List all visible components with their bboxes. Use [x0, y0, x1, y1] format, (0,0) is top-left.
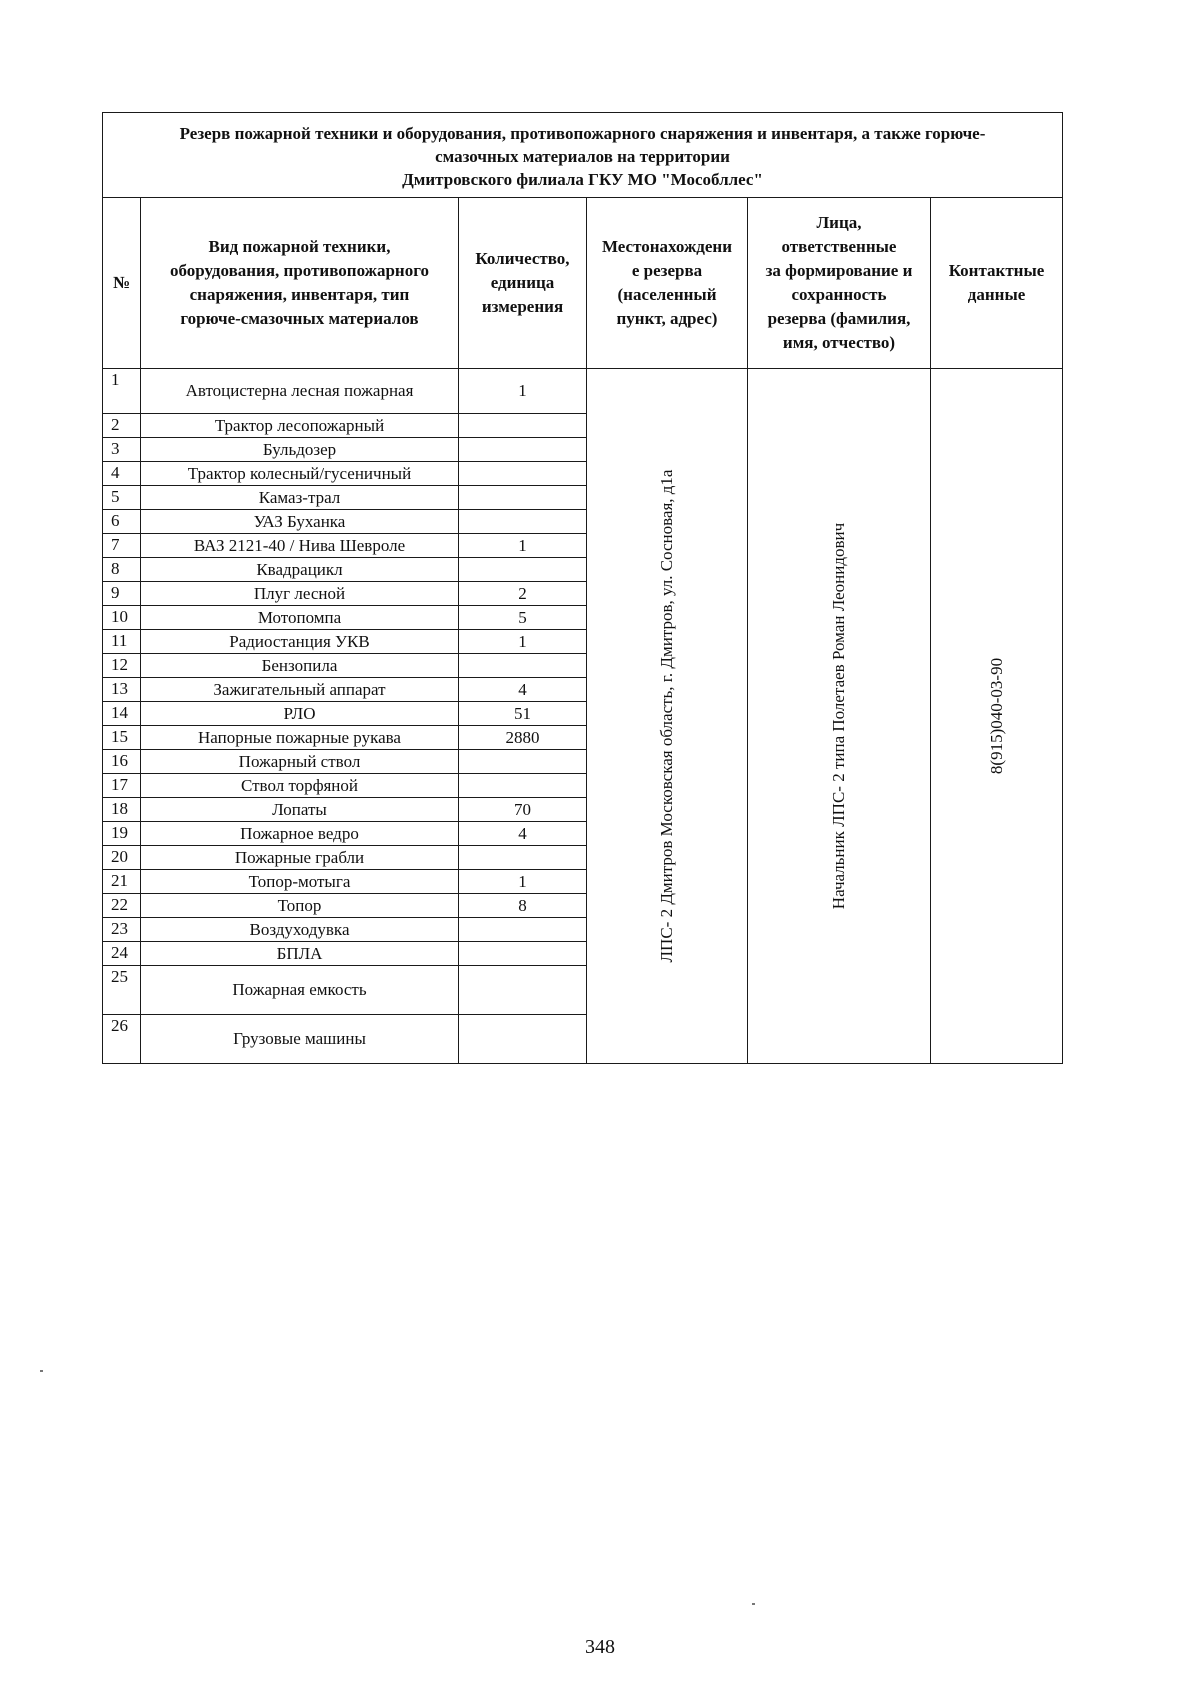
header-contacts: Контактные данные: [931, 198, 1063, 369]
equipment-name: Трактор лесопожарный: [141, 414, 459, 438]
equipment-name: Бульдозер: [141, 438, 459, 462]
equipment-quantity: 8: [459, 894, 587, 918]
equipment-quantity: [459, 774, 587, 798]
row-number: 10: [103, 606, 141, 630]
header-persons: Лица, ответственные за формирование и сохранность резерва (фамилия, имя, отчество): [748, 198, 931, 369]
scan-speck: [752, 1603, 755, 1605]
equipment-name: Плуг лесной: [141, 582, 459, 606]
equipment-name: Лопаты: [141, 798, 459, 822]
equipment-quantity: [459, 438, 587, 462]
row-number: 11: [103, 630, 141, 654]
row-number: 13: [103, 678, 141, 702]
location-text: ЛПС- 2 Дмитров Московская область, г. Дмитров, ул. Сосновая, д1а: [657, 469, 676, 963]
equipment-quantity: [459, 486, 587, 510]
row-number: 15: [103, 726, 141, 750]
table-body: [103, 369, 1063, 1064]
row-number: 1: [103, 369, 141, 414]
row-number: 23: [103, 918, 141, 942]
row-number: 8: [103, 558, 141, 582]
contact-text: 8(915)040-03-90: [986, 657, 1006, 775]
equipment-quantity: [459, 942, 587, 966]
row-number: 5: [103, 486, 141, 510]
equipment-quantity: [459, 918, 587, 942]
row-number: 25: [103, 966, 141, 1015]
equipment-name: БПЛА: [141, 942, 459, 966]
table-title: [103, 113, 1063, 198]
equipment-name: Грузовые машины: [141, 1015, 459, 1064]
responsible-person-cell: [748, 369, 931, 1064]
equipment-quantity: [459, 414, 587, 438]
reserve-table: [102, 112, 1063, 1064]
equipment-name: Мотопомпа: [141, 606, 459, 630]
equipment-name: РЛО: [141, 702, 459, 726]
equipment-quantity: 1: [459, 630, 587, 654]
row-number: 18: [103, 798, 141, 822]
equipment-quantity: [459, 966, 587, 1015]
equipment-quantity: 2880: [459, 726, 587, 750]
equipment-name: Пожарная емкость: [141, 966, 459, 1015]
equipment-quantity: 1: [459, 870, 587, 894]
equipment-name: ВАЗ 2121-40 / Нива Шевроле: [141, 534, 459, 558]
row-number: 16: [103, 750, 141, 774]
equipment-quantity: 4: [459, 822, 587, 846]
row-number: 14: [103, 702, 141, 726]
equipment-name: УАЗ Буханка: [141, 510, 459, 534]
location-cell: [587, 369, 748, 1064]
equipment-name: Зажигательный аппарат: [141, 678, 459, 702]
row-number: 24: [103, 942, 141, 966]
row-number: 20: [103, 846, 141, 870]
equipment-quantity: [459, 654, 587, 678]
equipment-quantity: 1: [459, 369, 587, 414]
page-number: 348: [585, 1636, 615, 1658]
title-line-1: Резерв пожарной техники и оборудования, противопожарного снаряжения и инвентаря, а также горюче-: [179, 123, 986, 143]
header-number: №: [103, 198, 141, 369]
header-quantity: Количество, единица измерения: [459, 198, 587, 369]
responsible-person-text: Начальник ЛПС- 2 типа Полетаев Роман Леонидович: [829, 522, 848, 910]
table-row: [103, 369, 1063, 414]
equipment-quantity: [459, 510, 587, 534]
contact-cell: [931, 369, 1063, 1064]
equipment-name: Пожарные грабли: [141, 846, 459, 870]
equipment-name: Топор-мотыга: [141, 870, 459, 894]
equipment-quantity: [459, 750, 587, 774]
equipment-quantity: 70: [459, 798, 587, 822]
row-number: 21: [103, 870, 141, 894]
equipment-name: Воздуходувка: [141, 918, 459, 942]
equipment-name: Бензопила: [141, 654, 459, 678]
equipment-quantity: 1: [459, 534, 587, 558]
title-line-3: Дмитровского филиала ГКУ МО "Мособллес": [402, 169, 763, 189]
row-number: 26: [103, 1015, 141, 1064]
row-number: 9: [103, 582, 141, 606]
header-type: Вид пожарной техники, оборудования, противопожарного снаряжения, инвентаря, тип горюче-смазочных материалов: [141, 198, 459, 369]
row-number: 19: [103, 822, 141, 846]
equipment-name: Пожарный ствол: [141, 750, 459, 774]
row-number: 22: [103, 894, 141, 918]
title-line-2: смазочных материалов на территории: [435, 146, 730, 166]
equipment-name: Пожарное ведро: [141, 822, 459, 846]
row-number: 7: [103, 534, 141, 558]
equipment-name: Радиостанция УКВ: [141, 630, 459, 654]
row-number: 17: [103, 774, 141, 798]
row-number: 6: [103, 510, 141, 534]
scan-speck: [40, 1370, 43, 1372]
equipment-quantity: 2: [459, 582, 587, 606]
row-number: 4: [103, 462, 141, 486]
equipment-quantity: [459, 1015, 587, 1064]
equipment-quantity: 51: [459, 702, 587, 726]
equipment-name: Ствол торфяной: [141, 774, 459, 798]
row-number: 2: [103, 414, 141, 438]
equipment-quantity: [459, 846, 587, 870]
equipment-quantity: [459, 558, 587, 582]
row-number: 12: [103, 654, 141, 678]
equipment-quantity: 5: [459, 606, 587, 630]
equipment-quantity: 4: [459, 678, 587, 702]
header-location: Местонахождени е резерва (населенный пункт, адрес): [587, 198, 748, 369]
row-number: 3: [103, 438, 141, 462]
equipment-name: Топор: [141, 894, 459, 918]
equipment-name: Трактор колесный/гусеничный: [141, 462, 459, 486]
equipment-name: Автоцистерна лесная пожарная: [141, 369, 459, 414]
equipment-name: Напорные пожарные рукава: [141, 726, 459, 750]
equipment-name: Квадрацикл: [141, 558, 459, 582]
equipment-name: Камаз-трал: [141, 486, 459, 510]
equipment-quantity: [459, 462, 587, 486]
